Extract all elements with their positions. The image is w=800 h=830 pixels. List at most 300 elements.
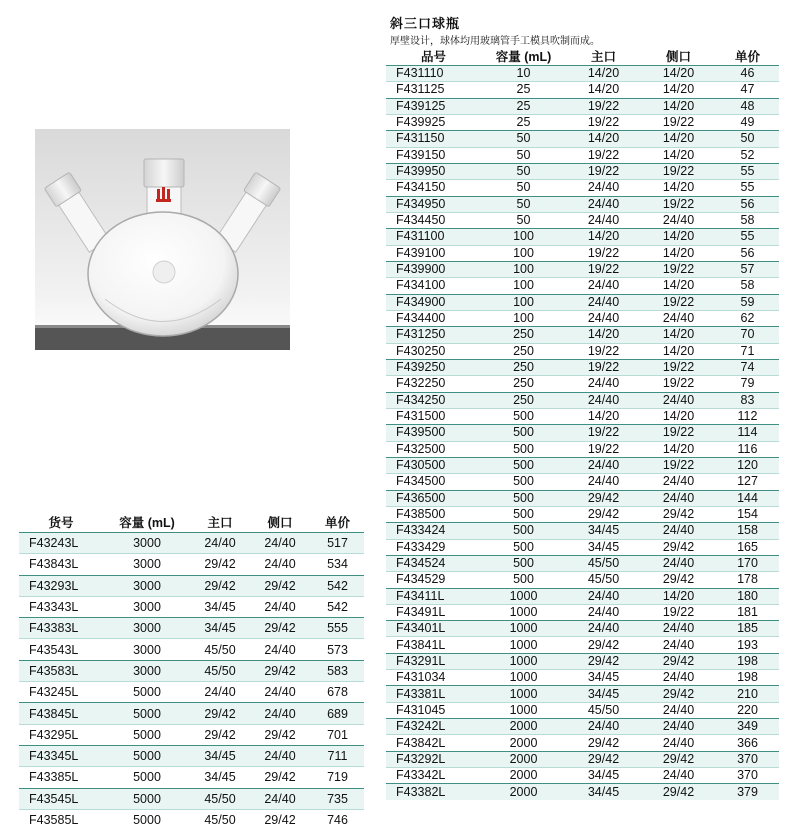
table-cell: 2000 [481, 719, 566, 735]
table-cell: F436500 [386, 490, 481, 506]
table-cell: 50 [481, 212, 566, 228]
column-header: 单价 [311, 512, 364, 533]
table-cell: 1000 [481, 702, 566, 718]
table-cell: 5000 [103, 788, 191, 809]
table-cell: 366 [716, 735, 779, 751]
table-cell: 34/45 [566, 539, 641, 555]
table-cell: F43543L [19, 639, 103, 660]
table-cell: F43292L [386, 751, 481, 767]
flask-photo [35, 129, 290, 350]
table-row [386, 751, 779, 767]
table-cell: 58 [716, 278, 779, 294]
table-cell: 181 [716, 604, 779, 620]
table-cell: F431034 [386, 670, 481, 686]
table-cell: F439900 [386, 261, 481, 277]
table-cell: 370 [716, 768, 779, 784]
table-cell: 79 [716, 376, 779, 392]
table-cell: F43293L [19, 575, 103, 596]
table-cell: F439925 [386, 114, 481, 130]
table-cell: F434150 [386, 180, 481, 196]
table-cell: 24/40 [641, 637, 716, 653]
table-cell: 3000 [103, 618, 191, 639]
table-cell: 50 [481, 147, 566, 163]
table-row [386, 588, 779, 604]
table-cell: 127 [716, 474, 779, 490]
table-cell: 34/45 [191, 767, 249, 788]
table-row [386, 163, 779, 179]
table-row [386, 702, 779, 718]
table-row [386, 637, 779, 653]
table-cell: 24/40 [641, 702, 716, 718]
column-header: 容量 (mL) [103, 512, 191, 533]
table-row [19, 618, 364, 639]
table-cell: F439250 [386, 359, 481, 375]
table-row [386, 82, 779, 98]
table-cell: F43381L [386, 686, 481, 702]
table-cell: 19/22 [566, 359, 641, 375]
table-cell: 24/40 [641, 212, 716, 228]
table-cell: 19/22 [641, 376, 716, 392]
table-row [386, 670, 779, 686]
table-cell: 25 [481, 114, 566, 130]
table-cell: 59 [716, 294, 779, 310]
table-cell: F434250 [386, 392, 481, 408]
table-cell: F438500 [386, 506, 481, 522]
table-cell: 178 [716, 572, 779, 588]
table-cell: 24/40 [566, 621, 641, 637]
table-row [386, 294, 779, 310]
table-cell: 14/20 [641, 245, 716, 261]
column-header: 主口 [566, 47, 641, 66]
table-cell: F43845L [19, 703, 103, 724]
table-cell: 19/22 [641, 457, 716, 473]
table-cell: F434950 [386, 196, 481, 212]
table-cell: 250 [481, 327, 566, 343]
table-row [386, 359, 779, 375]
table-cell: 25 [481, 82, 566, 98]
table-header-row [19, 512, 364, 533]
table-cell: 29/42 [566, 637, 641, 653]
table-row [19, 788, 364, 809]
page-title: 斜三口球瓶 [390, 16, 461, 31]
table-row [386, 66, 779, 82]
table-cell: F43585L [19, 809, 103, 830]
table-cell: 52 [716, 147, 779, 163]
table-row [386, 441, 779, 457]
table-cell: 29/42 [249, 809, 311, 830]
table-cell: F430500 [386, 457, 481, 473]
table-cell: 14/20 [641, 327, 716, 343]
table-cell: 29/42 [641, 751, 716, 767]
table-cell: 14/20 [641, 408, 716, 424]
table-cell: 19/22 [641, 425, 716, 441]
table-row [386, 506, 779, 522]
right-product-table [386, 47, 779, 800]
table-cell: 56 [716, 245, 779, 261]
column-header: 单价 [716, 47, 779, 66]
table-cell: F431150 [386, 131, 481, 147]
table-cell: F431125 [386, 82, 481, 98]
table-cell: 24/40 [249, 639, 311, 660]
table-cell: F439150 [386, 147, 481, 163]
table-cell: F43843L [19, 554, 103, 575]
table-cell: 24/40 [641, 310, 716, 326]
table-cell: 14/20 [566, 327, 641, 343]
table-cell: 24/40 [566, 212, 641, 228]
table-row [19, 724, 364, 745]
table-cell: 14/20 [641, 180, 716, 196]
table-cell: 19/22 [566, 343, 641, 359]
table-cell: 379 [716, 784, 779, 800]
table-cell: 29/42 [641, 686, 716, 702]
table-cell: 14/20 [566, 408, 641, 424]
table-cell: 14/20 [566, 66, 641, 82]
table-cell: 24/40 [566, 604, 641, 620]
table-row [386, 572, 779, 588]
table-cell: 34/45 [566, 768, 641, 784]
table-cell: 14/20 [641, 66, 716, 82]
table-cell: 370 [716, 751, 779, 767]
table-cell: 19/22 [566, 114, 641, 130]
table-row [386, 196, 779, 212]
table-cell: 24/40 [566, 376, 641, 392]
table-cell: 45/50 [191, 788, 249, 809]
table-cell: 3000 [103, 575, 191, 596]
table-cell: F43383L [19, 618, 103, 639]
table-cell: 500 [481, 457, 566, 473]
table-cell: 1000 [481, 588, 566, 604]
table-cell: 500 [481, 474, 566, 490]
table-cell: 24/40 [191, 533, 249, 554]
table-cell: 14/20 [641, 441, 716, 457]
page-subtitle: 厚壁设计，球体均用玻璃管手工模具吹制而成。 [390, 36, 600, 47]
table-cell: 34/45 [566, 670, 641, 686]
table-cell: 24/40 [641, 768, 716, 784]
table-cell: 5000 [103, 703, 191, 724]
table-row [386, 98, 779, 114]
table-cell: 19/22 [566, 98, 641, 114]
table-cell: 500 [481, 506, 566, 522]
table-cell: 19/22 [566, 147, 641, 163]
table-cell: 210 [716, 686, 779, 702]
table-cell: F431500 [386, 408, 481, 424]
table-row [386, 555, 779, 571]
table-cell: 500 [481, 555, 566, 571]
table-cell: 24/40 [566, 719, 641, 735]
table-cell: 114 [716, 425, 779, 441]
table-cell: 500 [481, 539, 566, 555]
table-cell: F434500 [386, 474, 481, 490]
table-cell: 746 [311, 809, 364, 830]
table-cell: 29/42 [641, 572, 716, 588]
table-cell: 56 [716, 196, 779, 212]
table-cell: 500 [481, 408, 566, 424]
table-cell: F43841L [386, 637, 481, 653]
table-cell: F431100 [386, 229, 481, 245]
table-cell: 55 [716, 180, 779, 196]
table-cell: 5000 [103, 809, 191, 830]
table-cell: 74 [716, 359, 779, 375]
table-row [386, 229, 779, 245]
table-cell: 180 [716, 588, 779, 604]
table-cell: 29/42 [191, 554, 249, 575]
table-cell: 689 [311, 703, 364, 724]
table-row [386, 621, 779, 637]
table-cell: 19/22 [566, 441, 641, 457]
table-cell: 165 [716, 539, 779, 555]
table-cell: 34/45 [191, 745, 249, 766]
table-row [386, 425, 779, 441]
table-cell: 34/45 [566, 784, 641, 800]
table-cell: 220 [716, 702, 779, 718]
table-cell: 500 [481, 441, 566, 457]
table-row [386, 719, 779, 735]
table-cell: 34/45 [566, 686, 641, 702]
table-cell: 100 [481, 229, 566, 245]
table-cell: 100 [481, 294, 566, 310]
table-cell: 583 [311, 660, 364, 681]
column-header: 侧口 [641, 47, 716, 66]
table-cell: F43385L [19, 767, 103, 788]
table-cell: 45/50 [566, 702, 641, 718]
table-cell: 29/42 [566, 735, 641, 751]
table-cell: 517 [311, 533, 364, 554]
table-cell: 3000 [103, 554, 191, 575]
table-cell: 34/45 [566, 523, 641, 539]
table-cell: 100 [481, 261, 566, 277]
table-cell: 50 [481, 131, 566, 147]
table-cell: F43491L [386, 604, 481, 620]
table-cell: 2000 [481, 784, 566, 800]
left-product-table [19, 512, 364, 830]
table-row [386, 310, 779, 326]
table-cell: 25 [481, 98, 566, 114]
table-cell: F43842L [386, 735, 481, 751]
table-row [386, 457, 779, 473]
table-cell: 29/42 [249, 575, 311, 596]
table-cell: F434450 [386, 212, 481, 228]
table-cell: 45/50 [566, 572, 641, 588]
table-cell: 3000 [103, 596, 191, 617]
table-row [386, 686, 779, 702]
table-row [386, 604, 779, 620]
table-row [19, 575, 364, 596]
table-cell: 14/20 [566, 229, 641, 245]
table-cell: 19/22 [641, 163, 716, 179]
table-cell: F431250 [386, 327, 481, 343]
table-cell: 62 [716, 310, 779, 326]
table-cell: 24/40 [249, 788, 311, 809]
table-cell: 250 [481, 343, 566, 359]
table-cell: F43545L [19, 788, 103, 809]
table-cell: 3000 [103, 660, 191, 681]
table-cell: 49 [716, 114, 779, 130]
table-cell: 14/20 [641, 82, 716, 98]
table-row [386, 245, 779, 261]
column-header: 货号 [19, 512, 103, 533]
table-cell: 19/22 [641, 359, 716, 375]
table-row [19, 554, 364, 575]
table-cell: 250 [481, 376, 566, 392]
table-cell: 24/40 [566, 294, 641, 310]
table-cell: 158 [716, 523, 779, 539]
table-cell: 45/50 [191, 639, 249, 660]
table-cell: 50 [481, 196, 566, 212]
table-cell: 5000 [103, 745, 191, 766]
table-cell: 2000 [481, 751, 566, 767]
table-cell: 58 [716, 212, 779, 228]
table-cell: 19/22 [566, 425, 641, 441]
table-cell: 500 [481, 490, 566, 506]
table-cell: 555 [311, 618, 364, 639]
table-cell: 29/42 [249, 660, 311, 681]
table-cell: F43342L [386, 768, 481, 784]
table-cell: 701 [311, 724, 364, 745]
table-cell: 24/40 [249, 533, 311, 554]
table-row [386, 653, 779, 669]
table-cell: 678 [311, 682, 364, 703]
table-cell: 19/22 [641, 114, 716, 130]
table-cell: F434900 [386, 294, 481, 310]
table-cell: F43242L [386, 719, 481, 735]
table-cell: 735 [311, 788, 364, 809]
table-cell: 500 [481, 523, 566, 539]
column-header: 容量 (mL) [481, 47, 566, 66]
table-cell: 349 [716, 719, 779, 735]
table-cell: 1000 [481, 621, 566, 637]
table-cell: 120 [716, 457, 779, 473]
table-cell: F431045 [386, 702, 481, 718]
table-cell: F43243L [19, 533, 103, 554]
table-cell: F432500 [386, 441, 481, 457]
table-cell: 48 [716, 98, 779, 114]
table-row [386, 327, 779, 343]
table-cell: 24/40 [249, 745, 311, 766]
table-cell: 24/40 [566, 457, 641, 473]
table-cell: 24/40 [641, 555, 716, 571]
table-row [386, 490, 779, 506]
table-cell: F43245L [19, 682, 103, 703]
table-cell: 29/42 [249, 618, 311, 639]
table-row [386, 392, 779, 408]
table-cell: F439125 [386, 98, 481, 114]
table-cell: F43401L [386, 621, 481, 637]
table-cell: 198 [716, 670, 779, 686]
table-cell: 24/40 [249, 554, 311, 575]
table-cell: 19/22 [566, 163, 641, 179]
table-row [19, 682, 364, 703]
column-header: 品号 [386, 47, 481, 66]
table-cell: 24/40 [641, 490, 716, 506]
table-cell: 29/42 [191, 575, 249, 596]
table-cell: 14/20 [641, 278, 716, 294]
table-cell: 19/22 [641, 294, 716, 310]
table-cell: 24/40 [249, 682, 311, 703]
table-cell: 2000 [481, 768, 566, 784]
table-cell: 24/40 [566, 196, 641, 212]
table-cell: F439950 [386, 163, 481, 179]
table-cell: 24/40 [641, 735, 716, 751]
table-row [386, 180, 779, 196]
table-cell: 29/42 [191, 724, 249, 745]
table-cell: 100 [481, 278, 566, 294]
table-cell: 24/40 [641, 670, 716, 686]
table-cell: F43345L [19, 745, 103, 766]
table-cell: F432250 [386, 376, 481, 392]
table-cell: 573 [311, 639, 364, 660]
table-row [386, 408, 779, 424]
table-cell: 83 [716, 392, 779, 408]
table-cell: 3000 [103, 533, 191, 554]
table-row [386, 784, 779, 800]
table-row [386, 278, 779, 294]
table-cell: 100 [481, 245, 566, 261]
table-cell: 29/42 [641, 784, 716, 800]
table-header-row [386, 47, 779, 66]
table-cell: 14/20 [641, 229, 716, 245]
table-cell: 29/42 [191, 703, 249, 724]
table-cell: 19/22 [641, 261, 716, 277]
table-cell: 542 [311, 596, 364, 617]
table-cell: 24/40 [249, 703, 311, 724]
table-row [19, 660, 364, 681]
table-row [386, 768, 779, 784]
table-cell: 45/50 [191, 660, 249, 681]
table-cell: 19/22 [566, 261, 641, 277]
table-cell: 154 [716, 506, 779, 522]
table-cell: F43295L [19, 724, 103, 745]
table-cell: F430250 [386, 343, 481, 359]
table-cell: 55 [716, 229, 779, 245]
table-cell: 534 [311, 554, 364, 575]
table-cell: 719 [311, 767, 364, 788]
table-row [19, 767, 364, 788]
table-cell: F433424 [386, 523, 481, 539]
table-cell: 29/42 [641, 539, 716, 555]
table-cell: 24/40 [566, 310, 641, 326]
table-cell: 100 [481, 310, 566, 326]
table-row [19, 639, 364, 660]
table-cell: 14/20 [641, 131, 716, 147]
table-cell: 5000 [103, 682, 191, 703]
table-cell: F439100 [386, 245, 481, 261]
table-cell: F431110 [386, 66, 481, 82]
table-cell: 116 [716, 441, 779, 457]
table-cell: 24/40 [641, 719, 716, 735]
table-cell: 50 [716, 131, 779, 147]
table-cell: 542 [311, 575, 364, 596]
table-cell: 29/42 [249, 724, 311, 745]
table-cell: 45/50 [566, 555, 641, 571]
table-cell: 24/40 [566, 180, 641, 196]
table-row [386, 539, 779, 555]
table-cell: 24/40 [566, 278, 641, 294]
table-row [19, 533, 364, 554]
table-cell: 24/40 [566, 392, 641, 408]
table-cell: 250 [481, 392, 566, 408]
table-cell: F434400 [386, 310, 481, 326]
table-cell: 55 [716, 163, 779, 179]
table-cell: F43291L [386, 653, 481, 669]
table-cell: 1000 [481, 670, 566, 686]
table-cell: 10 [481, 66, 566, 82]
table-row [386, 147, 779, 163]
table-cell: 1000 [481, 653, 566, 669]
table-cell: 34/45 [191, 618, 249, 639]
table-cell: 50 [481, 163, 566, 179]
table-cell: 24/40 [641, 523, 716, 539]
table-cell: 50 [481, 180, 566, 196]
